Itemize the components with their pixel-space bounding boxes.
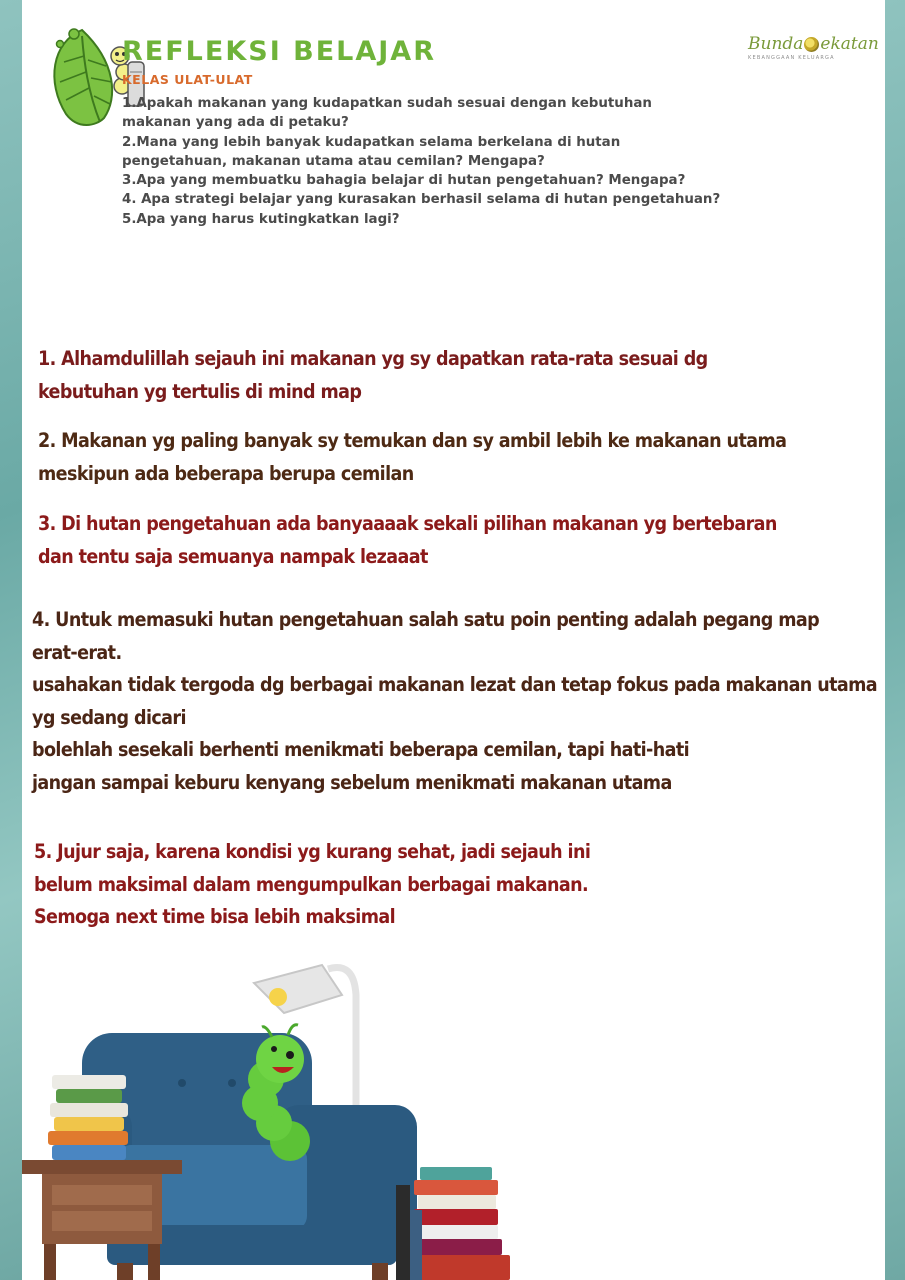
brand-circle-icon [804, 37, 819, 52]
answer-line: 4. Untuk memasuki hutan pengetahuan salah satu poin penting adalah pegang map [32, 608, 820, 631]
book-stack-icon [48, 1075, 128, 1160]
answer-line: dan tentu saja semuanya nampak lezaaat [38, 544, 428, 568]
page-title: REFLEKSI BELAJAR [122, 36, 436, 67]
class-subtitle: KELAS ULAT-ULAT [122, 72, 253, 87]
answer-line: 2. Makanan yg paling banyak sy temukan dan sy ambil lebih ke makanan utama [38, 429, 787, 452]
question-line: 5.Apa yang harus kutingkatkan lagi? [122, 211, 400, 227]
brand-tagline: KEBANGGAAN KELUARGA [748, 55, 835, 61]
answer-4 [32, 604, 877, 799]
answer-line: bolehlah sesekali berhenti menikmati beberapa cemilan, tapi hati-hati [32, 738, 690, 761]
answer-line: erat-erat. [32, 640, 122, 664]
question-line: 4. Apa strategi belajar yang kurasakan berhasil selama di hutan pengetahuan? [122, 192, 721, 208]
answer-2 [38, 425, 786, 490]
answer-line: 3. Di hutan pengetahuan ada banyaaaak sekali pilihan makanan yg bertebaran [38, 512, 777, 535]
worksheet-page [22, 0, 885, 1280]
answer-3 [38, 508, 777, 573]
brand-name-part2: ekatan [820, 34, 879, 54]
answer-line: 1. Alhamdulillah sejauh ini makanan yg sy dapatkan rata-rata sesuai dg [38, 347, 708, 370]
question-line: 3.Apa yang membuatku bahagia belajar di hutan pengetahuan? Mengapa? [122, 173, 686, 189]
question-line: makanan yang ada di petaku? [122, 115, 349, 131]
answer-line: usahakan tidak tergoda dg berbagai makanan lezat dan tetap fokus pada makanan utama [32, 673, 878, 696]
reading-corner-illustration [22, 955, 885, 1280]
side-table-icon [22, 1160, 182, 1280]
answer-line: belum maksimal dalam mengumpulkan berbagai makanan. [34, 872, 589, 896]
left-border [0, 0, 22, 1280]
brand-logo [748, 34, 888, 74]
answer-line: kebutuhan yg tertulis di mind map [38, 379, 362, 403]
answer-1 [38, 343, 708, 408]
question-line: 2.Mana yang lebih banyak kudapatkan selama berkelana di hutan [122, 134, 621, 150]
question-line: 1.Apakah makanan yang kudapatkan sudah sesuai dengan kebutuhan [122, 96, 652, 111]
answer-line: Semoga next time bisa lebih maksimal [34, 905, 396, 928]
reflection-questions [122, 94, 822, 229]
answer-line: yg sedang dicari [32, 705, 186, 729]
answer-line: meskipun ada beberapa berupa cemilan [38, 461, 414, 485]
answer-line: jangan sampai keburu kenyang sebelum menikmati makanan utama [32, 770, 672, 794]
right-border [885, 0, 905, 1280]
answer-line: 5. Jujur saja, karena kondisi yg kurang sehat, jadi sejauh ini [34, 840, 591, 863]
question-line: pengetahuan, makanan utama atau cemilan? Mengapa? [122, 153, 545, 169]
brand-name-part1: Bunda [748, 34, 804, 54]
answer-5 [34, 836, 590, 934]
